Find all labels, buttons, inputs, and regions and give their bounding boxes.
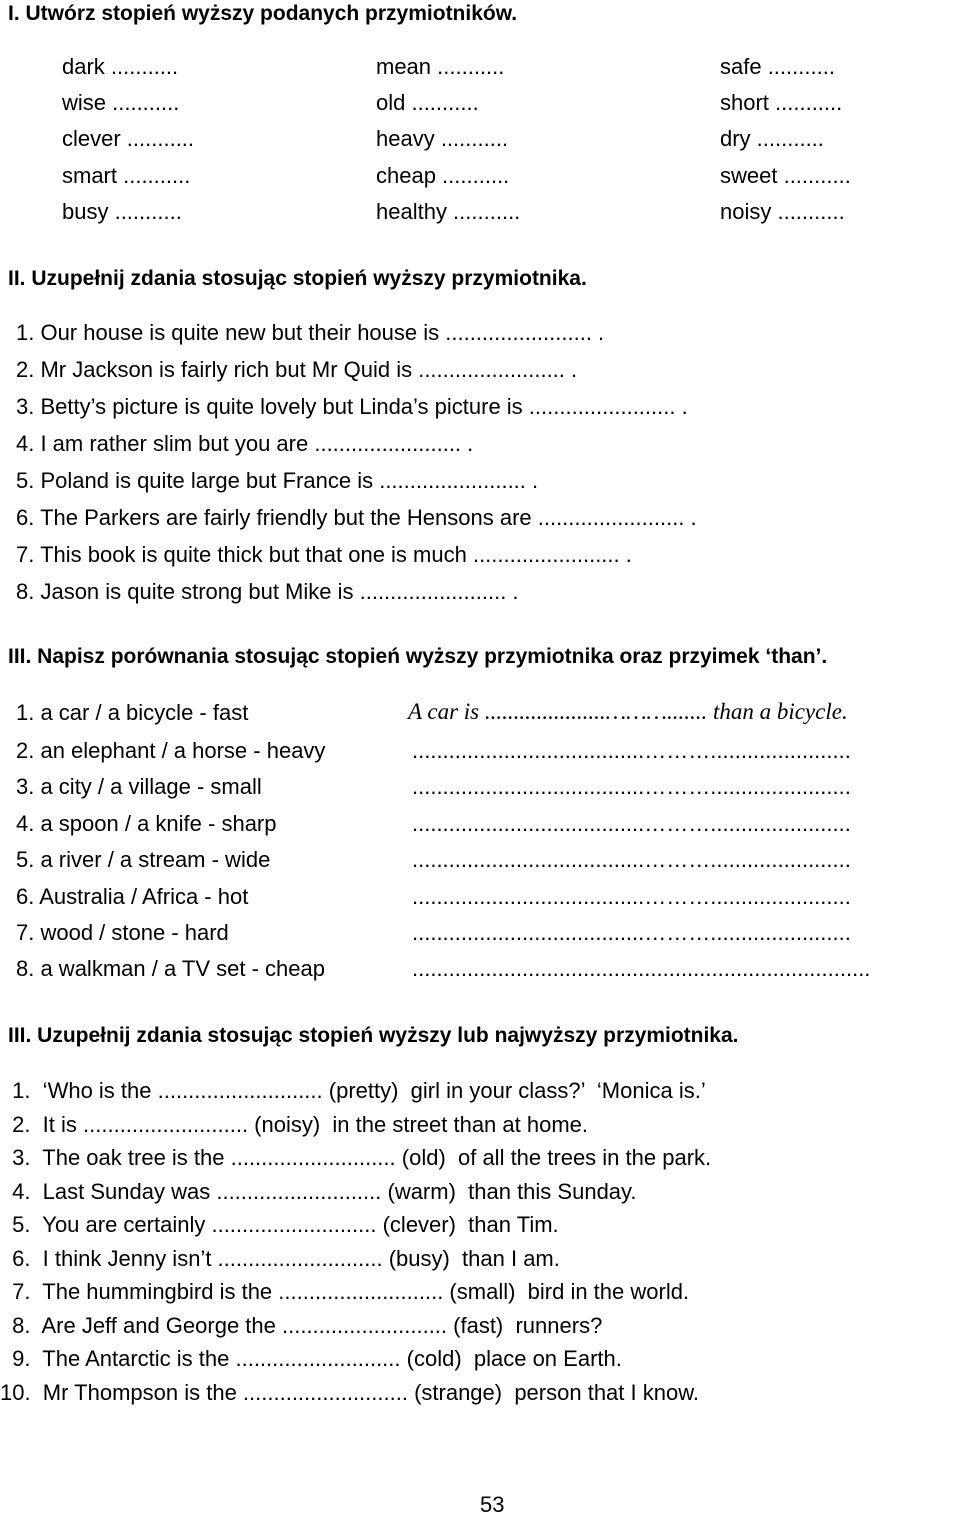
section-4-heading: III. Uzupełnij zdania stosując stopień wyższy lub najwyższy przymiotnika. — [8, 1024, 739, 1047]
adjective-item: sweet ........... — [720, 163, 851, 188]
comparison-answer: A car is .....................………....... than a bicycle. — [408, 699, 848, 724]
adjective-item: noisy ........... — [720, 199, 845, 224]
sentence: 4. I am rather slim but you are ........................ . — [16, 431, 474, 456]
adjective-item: wise ........... — [62, 90, 180, 115]
comparison-prompt: 7. wood / stone - hard — [16, 920, 229, 945]
sentence: 1. Our house is quite new but their house is ........................ . — [16, 320, 605, 345]
adjective-item: dark ........... — [62, 54, 179, 79]
comparison-answer: ......................................………....................... — [412, 920, 851, 945]
comparison-prompt: 5. a river / a stream - wide — [16, 847, 271, 872]
sentence: 4. Last Sunday was ........................... (warm) than this Sunday. — [6, 1179, 637, 1204]
sentence: 5. Poland is quite large but France is ........................ . — [16, 468, 539, 493]
sentence: 6. I think Jenny isn’t ........................... (busy) than I am. — [6, 1246, 560, 1271]
adjective-item: busy ........... — [62, 199, 182, 224]
adjective-item: dry ........... — [720, 126, 824, 151]
sentence: 3. Betty’s picture is quite lovely but Linda’s picture is ........................ . — [16, 394, 688, 419]
adjective-item: smart ........... — [62, 163, 191, 188]
sentence: 8. Jason is quite strong but Mike is ........................ . — [16, 579, 519, 604]
comparison-answer: ......................................………....................... — [412, 847, 851, 872]
comparison-answer: ......................................………....................... — [412, 774, 851, 799]
comparison-answer: ......................................………....................... — [412, 884, 851, 909]
comparison-prompt: 1. a car / a bicycle - fast — [16, 700, 249, 725]
comparison-prompt: 6. Australia / Africa - hot — [16, 884, 249, 909]
section-3-heading: III. Napisz porównania stosując stopień wyższy przymiotnika oraz przyimek ‘than’. — [8, 645, 828, 668]
adjective-item: mean ........... — [376, 54, 505, 79]
sentence: 3. The oak tree is the ........................... (old) of all the trees in the park. — [6, 1145, 712, 1170]
comparison-answer: ........................................................................... — [412, 956, 871, 981]
comparison-prompt: 2. an elephant / a horse - heavy — [16, 738, 326, 763]
sentence: 1. ‘Who is the ........................... (pretty) girl in your class?’ ‘Monica is.’ — [6, 1078, 706, 1103]
adjective-item: clever ........... — [62, 126, 195, 151]
sentence: 2. Mr Jackson is fairly rich but Mr Quid is ........................ . — [16, 357, 578, 382]
sentence: 9. The Antarctic is the ........................... (cold) place on Earth. — [6, 1346, 622, 1371]
comparison-answer: ......................................………....................... — [412, 738, 851, 763]
sentence: 5. You are certainly ........................... (clever) than Tim. — [6, 1212, 559, 1237]
page-number: 53 — [480, 1492, 505, 1517]
sentence: 10. Mr Thompson is the ........................... (strange) person that I know. — [0, 1380, 699, 1405]
sentence: 6. The Parkers are fairly friendly but the Hensons are ........................ . — [16, 505, 697, 530]
adjective-item: safe ........... — [720, 54, 835, 79]
adjective-item: healthy ........... — [376, 199, 521, 224]
comparison-answer: ......................................………....................... — [412, 811, 851, 836]
sentence: 8. Are Jeff and George the ........................... (fast) runners? — [6, 1313, 603, 1338]
comparison-prompt: 4. a spoon / a knife - sharp — [16, 811, 277, 836]
section-1-heading: I. Utwórz stopień wyższy podanych przymiotników. — [8, 2, 518, 25]
adjective-item: cheap ........... — [376, 163, 510, 188]
section-2-heading: II. Uzupełnij zdania stosując stopień wyższy przymiotnika. — [8, 267, 587, 290]
adjective-item: old ........... — [376, 90, 479, 115]
adjective-item: heavy ........... — [376, 126, 509, 151]
sentence: 7. This book is quite thick but that one is much ........................ . — [16, 542, 632, 567]
adjective-item: short ........... — [720, 90, 843, 115]
sentence: 7. The hummingbird is the ........................... (small) bird in the world. — [6, 1279, 690, 1304]
comparison-prompt: 8. a walkman / a TV set - cheap — [16, 956, 325, 981]
sentence: 2. It is ........................... (noisy) in the street than at home. — [6, 1112, 589, 1137]
comparison-prompt: 3. a city / a village - small — [16, 774, 262, 799]
